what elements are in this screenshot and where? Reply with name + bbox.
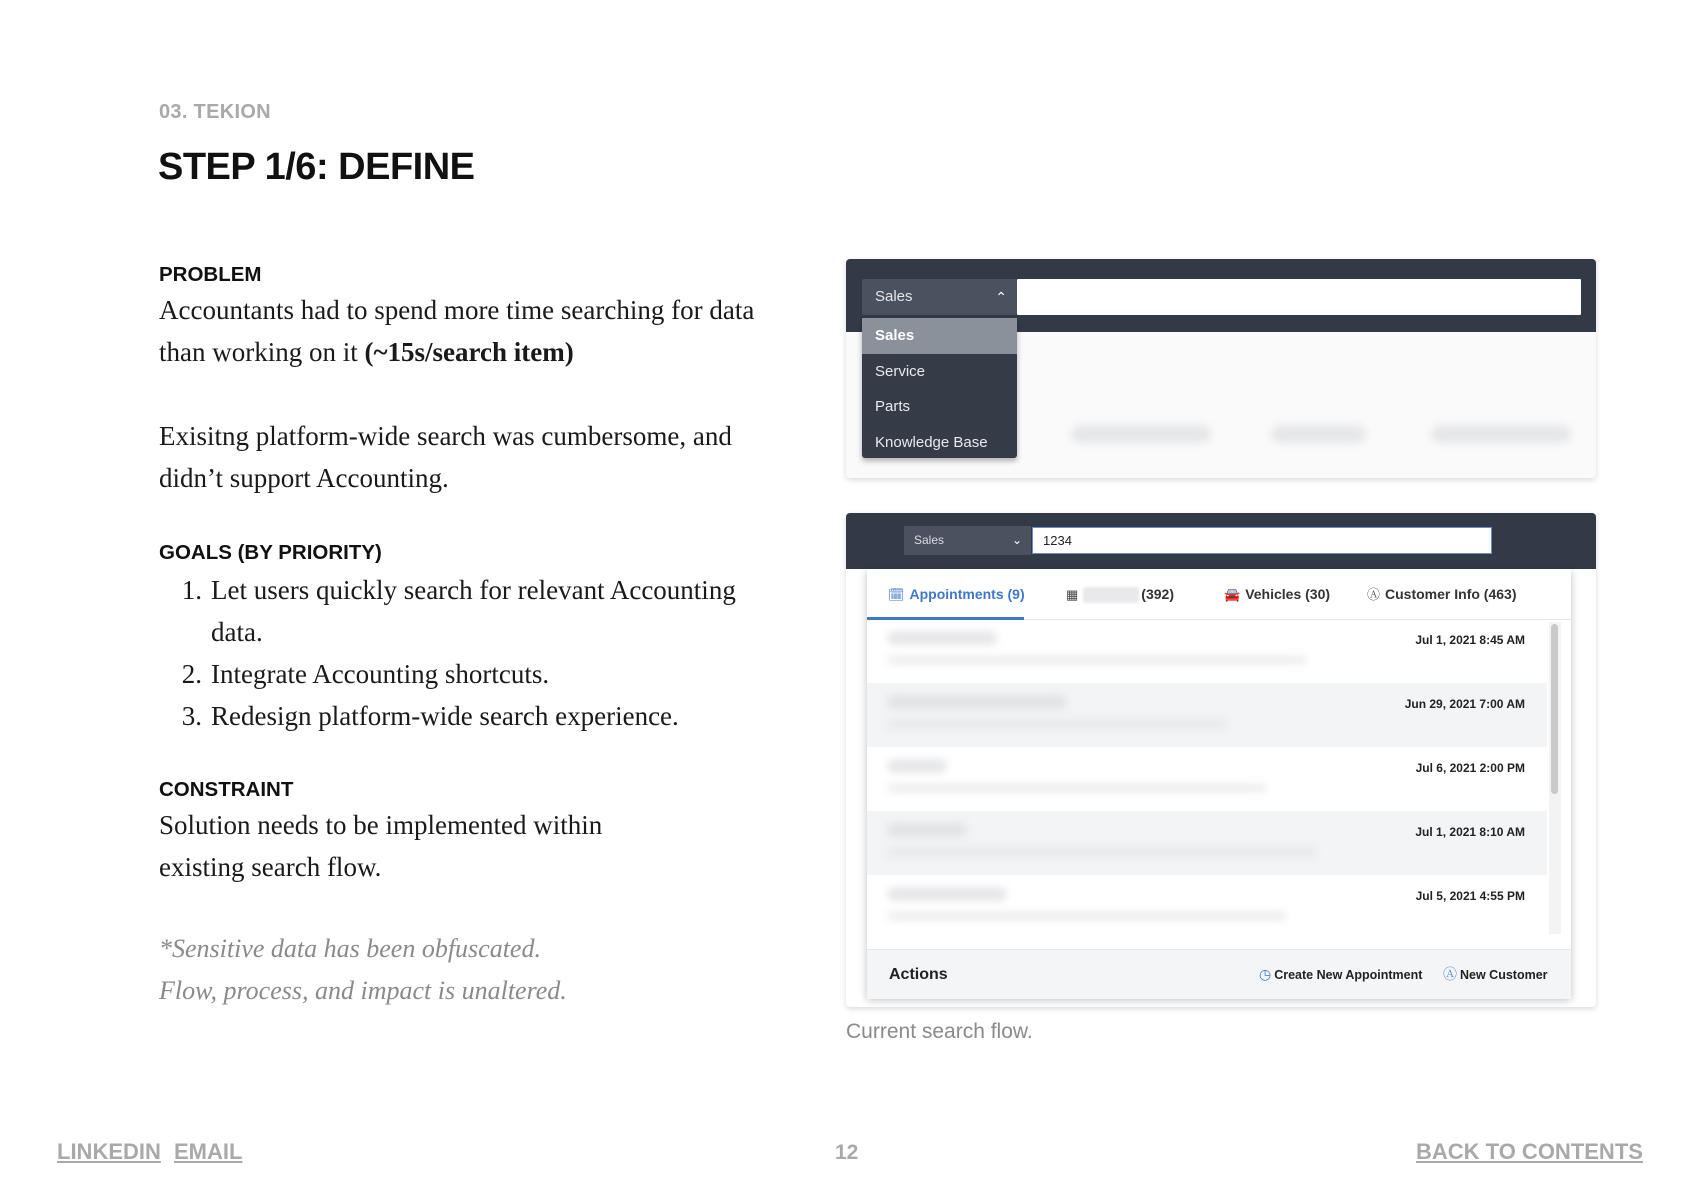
scrollbar[interactable] xyxy=(1549,622,1561,934)
list-item xyxy=(159,569,759,653)
table-row[interactable] xyxy=(867,875,1547,937)
goals-heading: GOALS (BY PRIORITY) xyxy=(159,541,382,564)
button-label: New Customer xyxy=(1460,968,1548,982)
chevron-down-icon: ⌄ xyxy=(1011,533,1022,547)
scrollbar-thumb[interactable] xyxy=(1551,624,1558,794)
tab-label: (392) xyxy=(1141,586,1174,602)
row-datetime: Jul 1, 2021 8:45 AM xyxy=(1415,633,1525,647)
redacted-label xyxy=(1083,587,1139,603)
list-item xyxy=(159,695,759,737)
blurred-content xyxy=(887,847,1317,857)
blurred-content xyxy=(887,655,1307,665)
user-circle-icon: Ⓐ xyxy=(1443,966,1457,982)
select-value: Sales xyxy=(914,533,945,547)
search-input[interactable] xyxy=(1017,279,1581,315)
table-row[interactable] xyxy=(867,619,1547,683)
calendar-icon: 🗓 xyxy=(888,587,905,602)
list-item xyxy=(159,653,759,695)
blurred-content xyxy=(1431,425,1571,443)
obfuscation-note: *Sensitive data has been obfuscated. Flow, process, and impact is unaltered. xyxy=(159,934,567,1005)
email-link[interactable]: EMAIL xyxy=(174,1139,243,1164)
table-row[interactable] xyxy=(867,811,1547,875)
blurred-content xyxy=(887,823,967,837)
page-title: STEP 1/6: DEFINE xyxy=(158,146,475,188)
user-circle-icon: Ⓐ xyxy=(1367,587,1381,602)
list-number: 1. xyxy=(181,575,202,605)
tab-redacted[interactable] xyxy=(1066,569,1174,619)
blurred-content xyxy=(887,783,1267,793)
section-label: 03. TEKION xyxy=(159,101,271,123)
dropdown-option-service[interactable]: Service xyxy=(875,362,926,380)
list-number: 2. xyxy=(181,659,202,689)
search-scope-select[interactable] xyxy=(904,526,1031,555)
dropdown-option-knowledge-base[interactable]: Knowledge Base xyxy=(875,433,988,451)
blurred-content xyxy=(887,631,997,645)
back-to-contents-link[interactable]: BACK TO CONTENTS xyxy=(1416,1139,1643,1164)
blurred-content xyxy=(1271,425,1366,443)
constraint-text: Solution needs to be implemented within existing search flow. xyxy=(159,810,603,882)
select-value: Sales xyxy=(875,288,913,305)
chevron-up-icon: ⌃ xyxy=(995,289,1007,305)
tab-customer-info[interactable] xyxy=(1367,569,1516,619)
problem-heading: PROBLEM xyxy=(159,263,262,286)
tab-appointments[interactable] xyxy=(867,569,1024,619)
tab-label: Vehicles (30) xyxy=(1245,586,1331,602)
results-screenshot xyxy=(846,513,1596,1007)
blurred-content xyxy=(887,887,1007,901)
table-icon: ▦ xyxy=(1066,587,1079,602)
table-row[interactable] xyxy=(867,747,1547,811)
search-scope-select[interactable] xyxy=(862,279,1017,315)
content-column xyxy=(159,262,759,1012)
results-tabs xyxy=(867,569,1571,620)
page-number: 12 xyxy=(835,1141,859,1164)
list-number: 3. xyxy=(181,701,202,731)
row-datetime: Jul 1, 2021 8:10 AM xyxy=(1415,825,1525,839)
blurred-content xyxy=(887,695,1067,709)
scope-dropdown-menu xyxy=(862,318,1017,458)
constraint-heading: CONSTRAINT xyxy=(159,778,294,801)
blurred-content xyxy=(1071,425,1211,443)
tab-label: Appointments (9) xyxy=(909,586,1025,602)
goals-list xyxy=(159,569,759,737)
list-text: Integrate Accounting shortcuts. xyxy=(211,659,550,689)
list-text: Redesign platform-wide search experience. xyxy=(211,701,679,731)
button-label: Create New Appointment xyxy=(1274,968,1423,982)
car-icon: 🚘 xyxy=(1224,587,1241,602)
list-text: Let users quickly search for relevant Accounting data. xyxy=(211,575,736,647)
blurred-content xyxy=(887,719,1227,729)
row-datetime: Jul 5, 2021 4:55 PM xyxy=(1415,889,1525,903)
figure-caption: Current search flow. xyxy=(846,1020,1033,1043)
linkedin-link[interactable]: LINKEDIN xyxy=(57,1139,161,1164)
problem-text: Accountants had to spend more time searching for data than working on it xyxy=(159,295,755,367)
blurred-content xyxy=(887,759,947,773)
dropdown-screenshot xyxy=(846,259,1596,478)
dropdown-option-sales[interactable]: Sales xyxy=(862,318,1017,354)
tab-label: Customer Info (463) xyxy=(1385,586,1517,602)
problem-metric: (~15s/search item) xyxy=(364,337,574,367)
problem-paragraph xyxy=(159,289,759,373)
search-input[interactable]: 1234 xyxy=(1032,527,1492,554)
results-list xyxy=(867,619,1547,937)
dropdown-option-parts[interactable]: Parts xyxy=(875,398,911,415)
clock-icon: ◷ xyxy=(1259,966,1272,982)
table-row[interactable] xyxy=(867,683,1547,747)
blurred-content xyxy=(887,911,1287,921)
actions-label: Actions xyxy=(889,966,948,983)
tab-vehicles[interactable] xyxy=(1224,569,1330,619)
problem-paragraph-2: Exisitng platform-wide search was cumbersome, and didn’t support Accounting. xyxy=(159,421,732,493)
new-customer-button[interactable] xyxy=(1443,950,1548,1000)
row-datetime: Jun 29, 2021 7:00 AM xyxy=(1404,697,1525,711)
create-appointment-button[interactable] xyxy=(1259,950,1422,1000)
results-panel xyxy=(867,569,1571,998)
row-datetime: Jul 6, 2021 2:00 PM xyxy=(1415,761,1525,775)
actions-bar xyxy=(867,949,1571,999)
